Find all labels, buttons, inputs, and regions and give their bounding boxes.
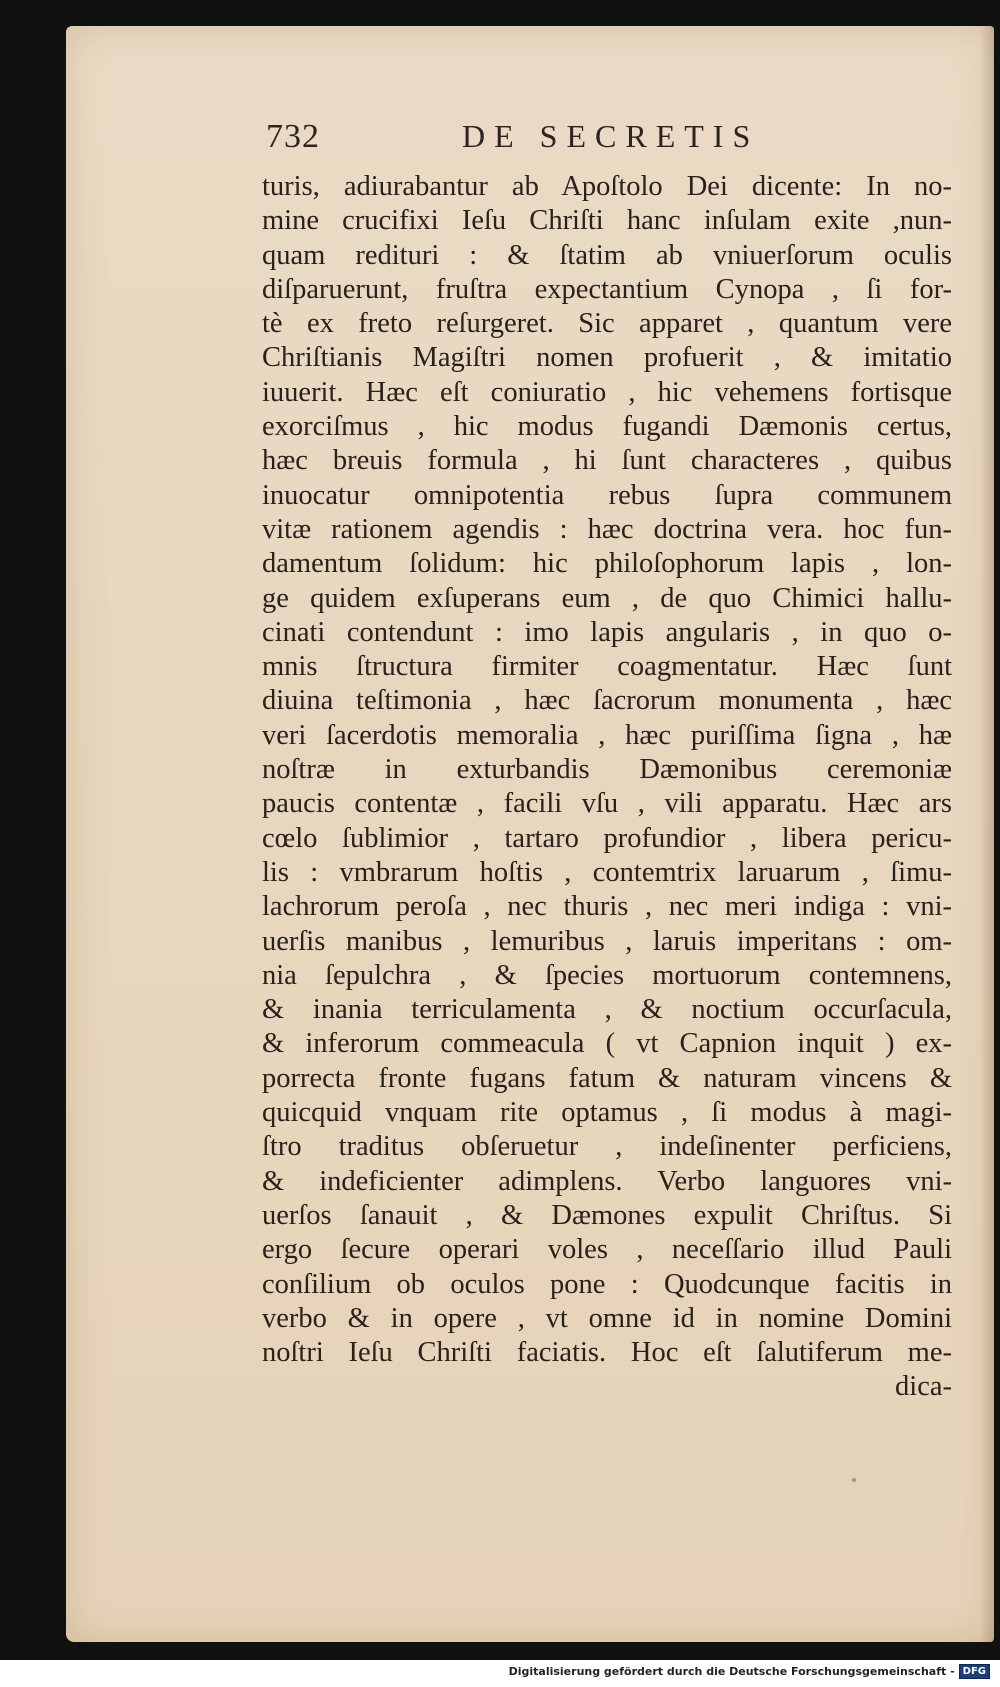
text-line: nia ſepulchra , & ſpecies mortuorum contemnens, xyxy=(262,959,952,991)
text-line: cinati contendunt : imo lapis angularis , in quo o- xyxy=(262,616,952,648)
text-line: ge quidem exſuperans eum , de quo Chimici hallu- xyxy=(262,582,952,614)
text-line: vitæ rationem agendis : hæc doctrina vera. hoc fun- xyxy=(262,513,952,545)
text-line: iuuerit. Hæc eſt coniuratio , hic vehemens fortisque xyxy=(262,376,952,408)
credit-text: Digitalisierung gefördert durch die Deutsche Forschungsgemeinschaft - xyxy=(508,1665,955,1678)
text-line: exorciſmus , hic modus fugandi Dæmonis certus, xyxy=(262,411,952,443)
text-line: ergo ſecure operari voles , neceſſario illud Pauli xyxy=(262,1234,952,1266)
text-line: uerſis manibus , lemuribus , laruis imperitans : om- xyxy=(262,925,952,957)
text-line: uerſos ſanauit , & Dæmones expulit Chriſtus. Si xyxy=(262,1199,952,1231)
text-line: ſtro traditus obſeruetur , indeſinenter perficiens, xyxy=(262,1131,952,1163)
text-line: tè ex freto reſurgeret. Sic apparet , quantum vere xyxy=(262,308,952,340)
text-line: paucis contentæ , facili vſu , vili apparatu. Hæc ars xyxy=(262,788,952,820)
text-line: & indeficienter adimplens. Verbo languores vni- xyxy=(262,1165,952,1197)
text-line: Chriſtianis Magiſtri nomen profuerit , & imitatio xyxy=(262,342,952,374)
text-line: veri ſacerdotis memoralia , hæc puriſſima ſigna , hæ xyxy=(262,719,952,751)
text-line: noſtræ in exturbandis Dæmonibus ceremoniæ xyxy=(262,754,952,786)
running-title: DE SECRETIS xyxy=(462,118,760,154)
text-line: porrecta fronte fugans fatum & naturam vincens & xyxy=(262,1062,952,1094)
body-text xyxy=(262,170,952,1405)
text-line: cœlo ſublimior , tartaro profundior , libera pericu- xyxy=(262,822,952,854)
text-line: mine crucifixi Ieſu Chriſti hanc inſulam exite ,nun- xyxy=(262,205,952,237)
text-line: & inferorum commeacula ( vt Capnion inquit ) ex- xyxy=(262,1028,952,1060)
page-number: 732 xyxy=(266,118,320,155)
catchword: dica- xyxy=(895,1371,952,1403)
text-line: turis, adiurabantur ab Apoſtolo Dei dicente: In no- xyxy=(262,171,952,202)
paper-smudge xyxy=(852,1478,856,1482)
text-line: lachrorum peroſa , nec thuris , nec meri indiga : vni- xyxy=(262,891,952,923)
text-line: conſilium ob oculos pone : Quodcunque facitis in xyxy=(262,1268,952,1300)
text-line: inuocatur omnipotentia rebus ſupra communem xyxy=(262,479,952,511)
text-line: diſparuerunt, fruſtra expectantium Cynopa , ſi for- xyxy=(262,273,952,305)
text-line: noſtri Ieſu Chriſti faciatis. Hoc eſt ſalutiferum me- xyxy=(262,1337,952,1369)
book-page xyxy=(66,26,994,1642)
running-head xyxy=(266,118,826,162)
digitization-credit xyxy=(509,1664,990,1679)
text-line: quam redituri : & ſtatim ab vniuerſorum oculis xyxy=(262,239,952,271)
text-line: damentum ſolidum: hic philoſophorum lapis , lon- xyxy=(262,548,952,580)
page-edge-shadow xyxy=(980,26,994,1642)
text-line: quicquid vnquam rite optamus , ſi modus à magi- xyxy=(262,1097,952,1129)
text-line: & inania terriculamenta , & noctium occurſacula, xyxy=(262,994,952,1026)
text-line: lis : vmbrarum hoſtis , contemtrix laruarum , ſimu- xyxy=(262,856,952,888)
text-line: diuina teſtimonia , hæc ſacrorum monumenta , hæc xyxy=(262,685,952,717)
dfg-logo: DFG xyxy=(959,1664,990,1679)
text-line: verbo & in opere , vt omne id in nomine Domini xyxy=(262,1302,952,1334)
text-line: mnis ſtructura firmiter coagmentatur. Hæc ſunt xyxy=(262,651,952,683)
text-line: hæc breuis formula , hi ſunt characteres , quibus xyxy=(262,445,952,477)
